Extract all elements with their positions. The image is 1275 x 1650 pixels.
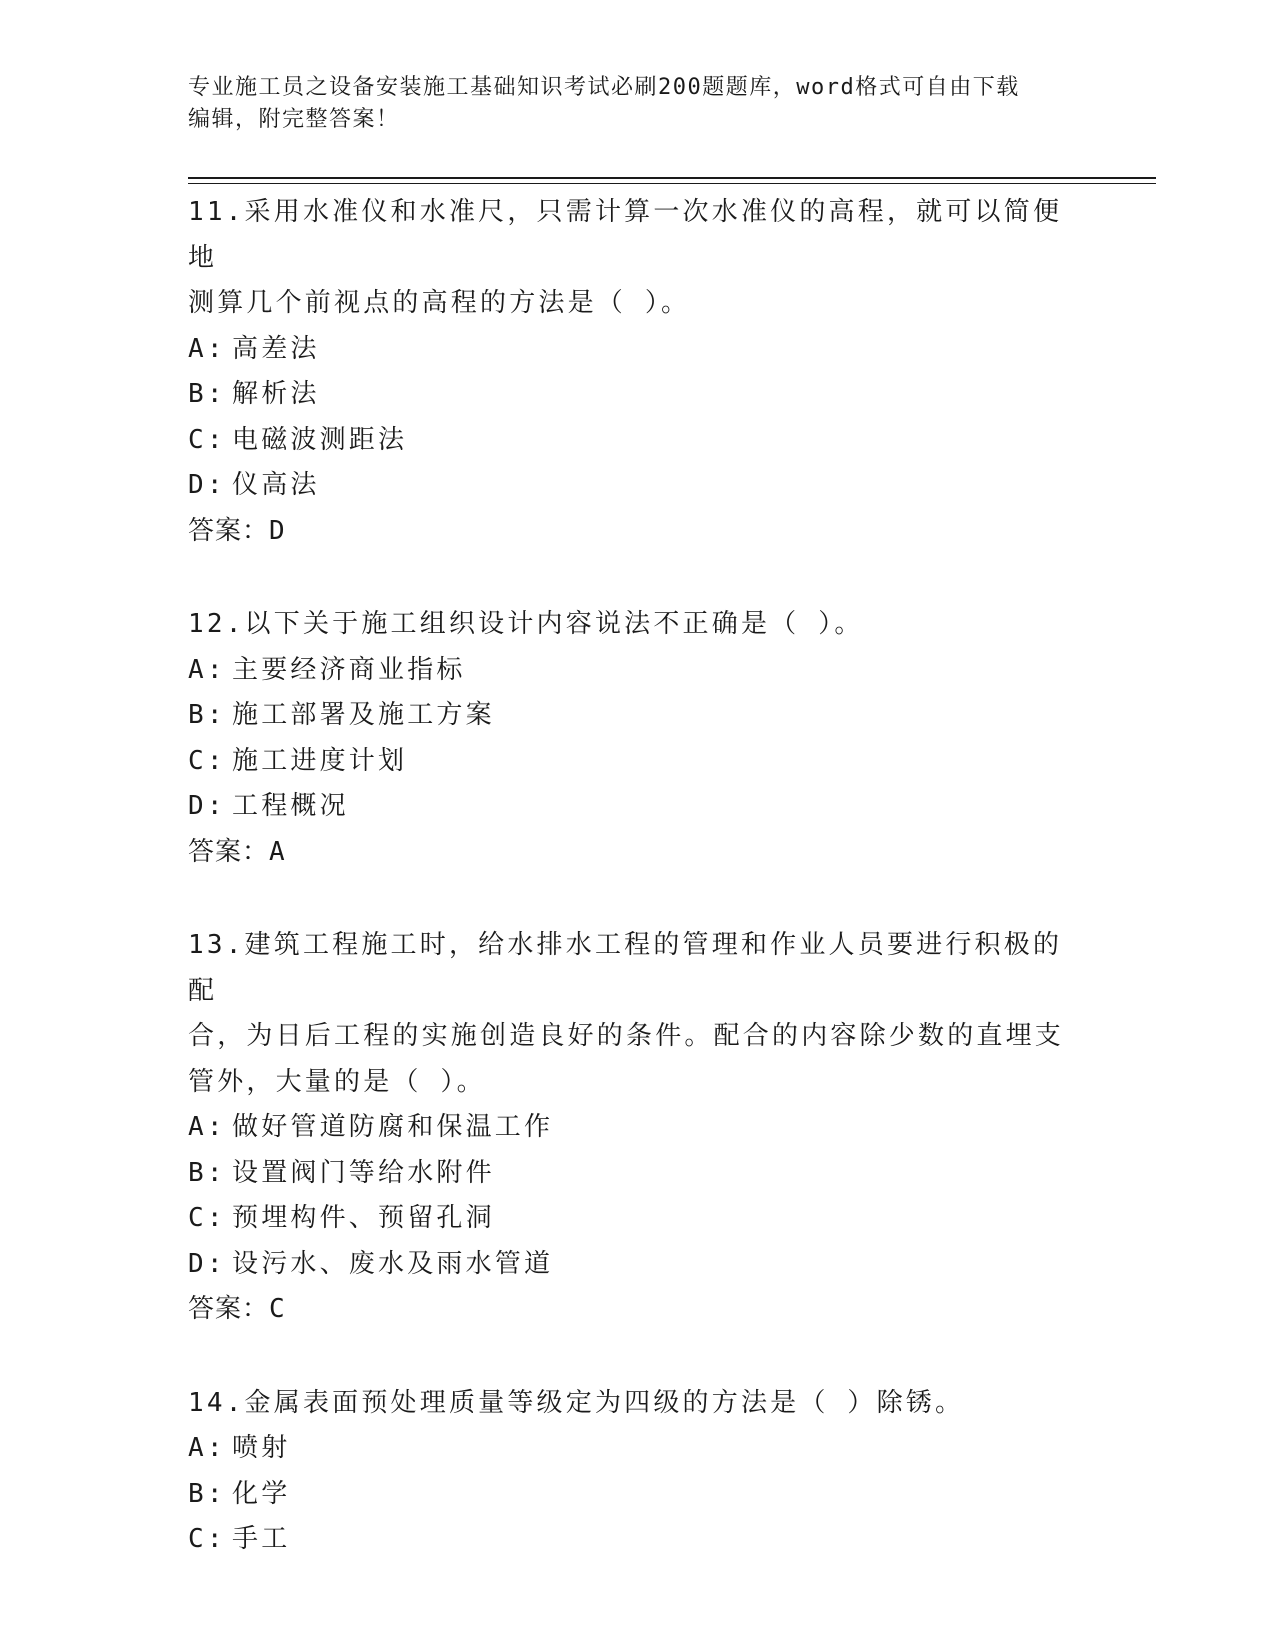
option-text: 化学	[232, 1478, 291, 1509]
option-text: 喷射	[232, 1433, 291, 1463]
header-rule-thin	[188, 183, 1156, 184]
option-text: 设置阀门等给水附件	[232, 1157, 495, 1188]
answer-line	[188, 1287, 1088, 1333]
answer-option	[188, 372, 1088, 418]
option-letter: D:	[188, 1248, 226, 1279]
option-letter: C:	[188, 745, 226, 776]
answer-option	[188, 1105, 1088, 1151]
option-letter: D:	[188, 470, 226, 500]
answer-label: 答案：	[188, 836, 270, 867]
option-text: 主要经济商业指标	[232, 654, 466, 685]
question-list	[188, 190, 1088, 1611]
option-text: 高差法	[232, 333, 320, 364]
option-text: 手工	[232, 1524, 291, 1554]
question-stem-line: 管外，大量的是（ ）。	[188, 1066, 486, 1097]
answer-option	[188, 739, 1088, 785]
question-stem-line: 测算几个前视点的高程的方法是（ ）。	[188, 288, 691, 318]
answer-option	[188, 1242, 1088, 1288]
option-text: 工程概况	[232, 791, 349, 821]
answer-option	[188, 463, 1088, 509]
option-letter: B:	[188, 1478, 226, 1509]
option-letter: B:	[188, 1157, 226, 1188]
option-letter: A:	[188, 333, 226, 364]
option-letter: B:	[188, 700, 226, 730]
option-letter: C:	[188, 1203, 226, 1233]
option-text: 预埋构件、预留孔洞	[232, 1203, 495, 1233]
answer-option	[188, 693, 1088, 739]
option-letter: A:	[188, 1112, 226, 1142]
answer-line	[188, 509, 1088, 555]
option-letter: C:	[188, 1524, 226, 1554]
option-text: 施工部署及施工方案	[232, 700, 495, 730]
answer-option	[188, 784, 1088, 830]
option-letter: B:	[188, 379, 226, 409]
answer-option	[188, 418, 1088, 464]
answer-option	[188, 1472, 1088, 1518]
option-text: 仪高法	[232, 470, 320, 500]
question-stem-line: 14.金属表面预处理质量等级定为四级的方法是（ ）除锈。	[188, 1387, 965, 1418]
question-stem-line: 合，为日后工程的实施创造良好的条件。配合的内容除少数的直埋支	[188, 1021, 1065, 1051]
answer-label: 答案：	[188, 1294, 270, 1324]
answer-option	[188, 1151, 1088, 1197]
question-block	[188, 1381, 1088, 1563]
document-header	[188, 72, 1088, 136]
question-block	[188, 602, 1088, 875]
option-text: 做好管道防腐和保温工作	[232, 1112, 554, 1142]
answer-option	[188, 1426, 1088, 1472]
option-text: 设污水、废水及雨水管道	[232, 1248, 554, 1279]
answer-value: C	[269, 1294, 286, 1324]
answer-option	[188, 1517, 1088, 1563]
answer-value: D	[269, 515, 286, 546]
answer-option	[188, 648, 1088, 694]
option-text: 电磁波测距法	[232, 424, 408, 455]
option-letter: D:	[188, 791, 226, 821]
question-stem-line: 13.建筑工程施工时，给水排水工程的管理和作业人员要进行积极的配	[188, 930, 1063, 1006]
header-line-2: 编辑，附完整答案！	[188, 107, 400, 132]
header-line-1: 专业施工员之设备安装施工基础知识考试必刷200题题库，word格式可自由下载	[188, 75, 1020, 100]
answer-line	[188, 830, 1088, 876]
header-rule-thick	[188, 177, 1156, 179]
option-text: 施工进度计划	[232, 745, 408, 776]
option-letter: C:	[188, 424, 226, 455]
answer-option	[188, 327, 1088, 373]
option-text: 解析法	[232, 379, 320, 409]
question-stem-line: 12.以下关于施工组织设计内容说法不正确是（ ）。	[188, 609, 864, 639]
option-letter: A:	[188, 654, 226, 685]
answer-label: 答案：	[188, 515, 270, 546]
question-block	[188, 923, 1088, 1333]
question-block	[188, 190, 1088, 554]
answer-value: A	[269, 836, 286, 867]
option-letter: A:	[188, 1433, 226, 1463]
question-stem-line: 11.采用水准仪和水准尺，只需计算一次水准仪的高程，就可以简便地	[188, 197, 1063, 273]
answer-option	[188, 1196, 1088, 1242]
